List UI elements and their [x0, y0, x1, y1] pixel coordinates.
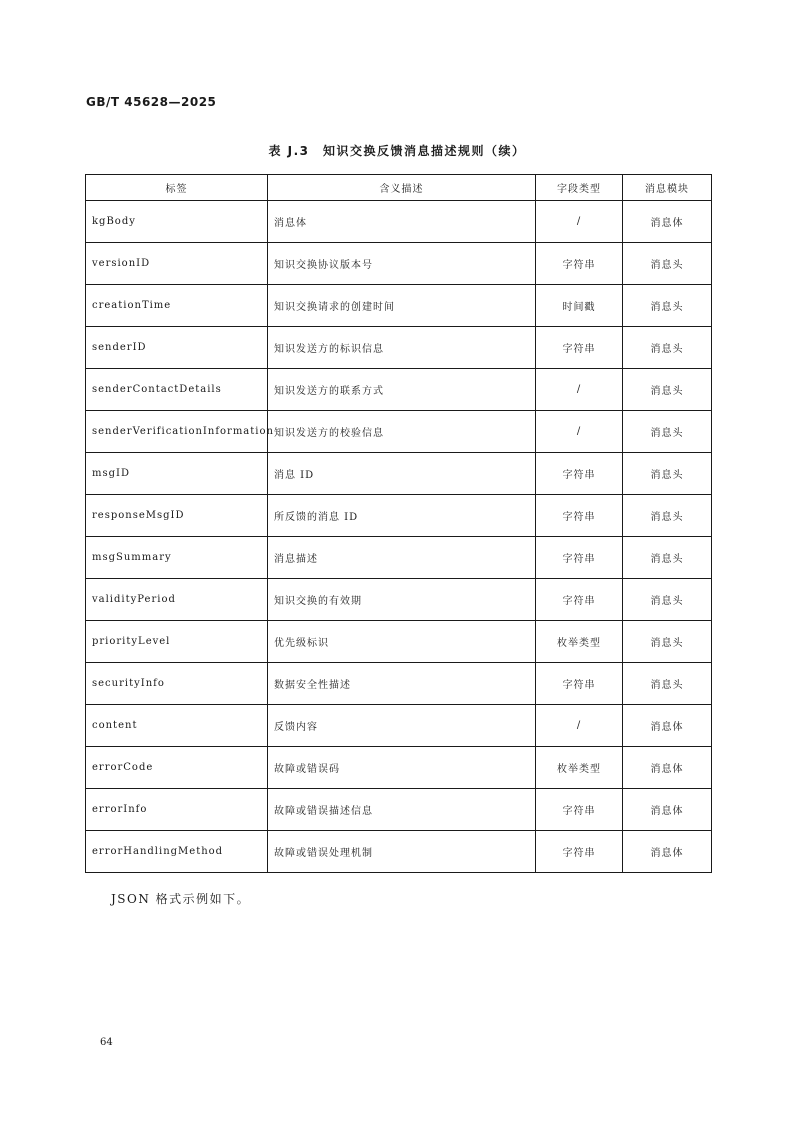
cell-module: 消息头 [623, 369, 712, 411]
column-header-label: 标签 [86, 175, 268, 201]
cell-label: senderContactDetails [86, 369, 268, 411]
cell-module: 消息体 [623, 747, 712, 789]
table-title: 表 J.3 知识交换反馈消息描述规则（续） [268, 144, 526, 158]
cell-description: 故障或错误描述信息 [268, 789, 536, 831]
table-row [86, 747, 712, 789]
cell-field-type: / [536, 411, 623, 453]
cell-module: 消息头 [623, 537, 712, 579]
cell-description: 所反馈的消息 ID [268, 495, 536, 537]
cell-field-type: 字符串 [536, 327, 623, 369]
cell-module: 消息头 [623, 327, 712, 369]
cell-label: errorHandlingMethod [86, 831, 268, 873]
cell-label: kgBody [86, 201, 268, 243]
cell-module: 消息头 [623, 453, 712, 495]
cell-description: 反馈内容 [268, 705, 536, 747]
cell-label: priorityLevel [86, 621, 268, 663]
cell-field-type: 字符串 [536, 495, 623, 537]
table-row [86, 537, 712, 579]
cell-field-type: 时间戳 [536, 285, 623, 327]
cell-label: creationTime [86, 285, 268, 327]
cell-label: content [86, 705, 268, 747]
cell-module: 消息头 [623, 285, 712, 327]
table-row [86, 369, 712, 411]
cell-field-type: 字符串 [536, 243, 623, 285]
table-row [86, 285, 712, 327]
column-header-description: 含义描述 [268, 175, 536, 201]
cell-module: 消息头 [623, 411, 712, 453]
cell-label: versionID [86, 243, 268, 285]
standard-code: GB/T 45628—2025 [86, 95, 217, 109]
cell-module: 消息体 [623, 789, 712, 831]
cell-field-type: 字符串 [536, 789, 623, 831]
cell-field-type: 字符串 [536, 831, 623, 873]
cell-description: 优先级标识 [268, 621, 536, 663]
column-header-field-type: 字段类型 [536, 175, 623, 201]
cell-field-type: / [536, 369, 623, 411]
cell-description: 知识发送方的标识信息 [268, 327, 536, 369]
cell-label: validityPeriod [86, 579, 268, 621]
table-row [86, 327, 712, 369]
cell-description: 知识交换的有效期 [268, 579, 536, 621]
table-row [86, 579, 712, 621]
cell-label: msgSummary [86, 537, 268, 579]
cell-label: errorInfo [86, 789, 268, 831]
cell-module: 消息头 [623, 579, 712, 621]
table-row [86, 705, 712, 747]
column-header-module: 消息模块 [623, 175, 712, 201]
cell-module: 消息体 [623, 831, 712, 873]
cell-field-type: 枚举类型 [536, 621, 623, 663]
table-row [86, 621, 712, 663]
table-row [86, 201, 712, 243]
table-row [86, 495, 712, 537]
cell-description: 消息描述 [268, 537, 536, 579]
table-row [86, 831, 712, 873]
table-row [86, 243, 712, 285]
cell-label: senderID [86, 327, 268, 369]
cell-module: 消息体 [623, 705, 712, 747]
cell-label: responseMsgID [86, 495, 268, 537]
cell-field-type: 字符串 [536, 537, 623, 579]
cell-label: msgID [86, 453, 268, 495]
table-row [86, 453, 712, 495]
cell-field-type: 字符串 [536, 663, 623, 705]
cell-description: 消息 ID [268, 453, 536, 495]
cell-module: 消息头 [623, 663, 712, 705]
cell-label: securityInfo [86, 663, 268, 705]
cell-description: 消息体 [268, 201, 536, 243]
body-paragraph: JSON 格式示例如下。 [111, 892, 251, 906]
cell-description: 知识交换请求的创建时间 [268, 285, 536, 327]
cell-field-type: 枚举类型 [536, 747, 623, 789]
table-row [86, 411, 712, 453]
cell-label: senderVerificationInformation [86, 411, 268, 453]
cell-module: 消息体 [623, 201, 712, 243]
cell-field-type: 字符串 [536, 579, 623, 621]
cell-module: 消息头 [623, 621, 712, 663]
table-row [86, 663, 712, 705]
cell-field-type: / [536, 705, 623, 747]
page-number: 64 [100, 1037, 113, 1048]
cell-label: errorCode [86, 747, 268, 789]
cell-description: 知识发送方的校验信息 [268, 411, 536, 453]
cell-module: 消息头 [623, 495, 712, 537]
cell-module: 消息头 [623, 243, 712, 285]
cell-description: 知识交换协议版本号 [268, 243, 536, 285]
cell-field-type: 字符串 [536, 453, 623, 495]
cell-field-type: / [536, 201, 623, 243]
cell-description: 故障或错误处理机制 [268, 831, 536, 873]
table-header-row [86, 175, 712, 201]
cell-description: 故障或错误码 [268, 747, 536, 789]
cell-description: 知识发送方的联系方式 [268, 369, 536, 411]
cell-description: 数据安全性描述 [268, 663, 536, 705]
rules-table [85, 174, 712, 873]
table-row [86, 789, 712, 831]
